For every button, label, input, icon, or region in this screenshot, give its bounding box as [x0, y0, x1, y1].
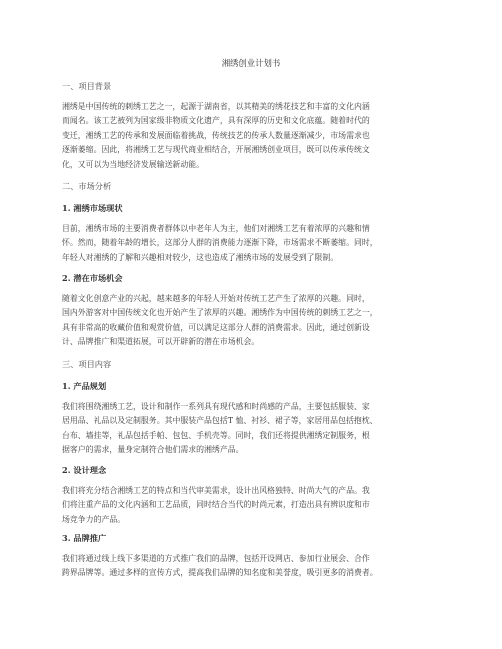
- section-heading-market: 二、市场分析: [62, 181, 112, 191]
- subheading-brand-promotion: 3. 品牌推广: [62, 533, 107, 543]
- text-line: 而闻名。该工艺被列为国家级非物质文化遗产，具有深厚的历史和文化底蕴。随着时代的: [62, 116, 370, 126]
- section-heading-background: 一、项目背景: [62, 81, 112, 91]
- text-line: 跨界品牌等。通过多样的宣传方式，提高我们品牌的知名度和美誉度，吸引更多的消费者。: [62, 568, 378, 578]
- text-line: 台布、墙挂等，礼品包括手帕、包包、手机壳等。同时，我们还将提供湘绣定制服务，根: [62, 430, 370, 440]
- text-line: 我们将围绕湘绣工艺，设计和制作一系列具有现代感和时尚感的产品，主要包括服装、家: [62, 402, 370, 411]
- paragraph-market-opportunity: [62, 292, 446, 350]
- text-line: 湘绣是中国传统的刺绣工艺之一，起源于湖南省，以其精美的绣花技艺和丰富的文化内涵: [62, 102, 370, 111]
- text-line: 们将注重产品的文化内涵和工艺品质，同时结合当代的时尚元素，打造出具有辨识度和市: [62, 500, 370, 510]
- paragraph-market-status: [62, 222, 446, 265]
- paragraph-brand-promotion: [62, 552, 446, 581]
- text-line: 具有非常高的收藏价值和观赏价值，可以满足这部分人群的消费需求。因此，通过创新设: [62, 322, 370, 332]
- subheading-market-status: 1. 湘绣市场现状: [62, 203, 123, 213]
- text-line: 随着文化创意产业的兴起，越来越多的年轻人开始对传统工艺产生了浓厚的兴趣。同时，: [62, 294, 370, 303]
- text-line: 化，又可以为当地经济发展输送新动能。: [62, 159, 205, 169]
- text-line: 怀。然而，随着年龄的增长，这部分人群的消费能力逐渐下降，市场需求不断萎缩。同时，: [62, 238, 378, 248]
- text-line: 据客户的需求，量身定制符合他们需求的湘绣产品。: [62, 445, 244, 455]
- text-line: 年轻人对湘绣的了解和兴趣相对较少，这也造成了湘绣市场的发展受到了限制。: [62, 252, 339, 262]
- subheading-design-concept: 2. 设计理念: [62, 465, 107, 475]
- text-line: 我们将充分结合湘绣工艺的特点和当代审美需求，设计出风格独特、时尚大气的产品。我: [62, 486, 370, 495]
- document-title: 湘绣创业计划书: [221, 58, 281, 68]
- paragraph-product-plan: [62, 400, 446, 458]
- text-line: 计、品牌推广和渠道拓展，可以开辟新的潜在市场机会。: [62, 337, 260, 347]
- subheading-market-opportunity: 2. 潜在市场机会: [62, 273, 123, 283]
- subheading-product-plan: 1. 产品规划: [62, 381, 107, 391]
- paragraph-design-concept: [62, 484, 446, 527]
- text-line: 国内外游客对中国传统文化也开始产生了浓厚的兴趣。湘绣作为中国传统的刺绣工艺之一，: [62, 308, 378, 318]
- text-line: 变迁，湘绣工艺的传承和发展面临着挑战，传统技艺的传承人数量逐渐减少，市场需求也: [62, 130, 370, 140]
- text-line: 逐渐萎缩。因此，将湘绣工艺与现代商业相结合，开展湘绣创业项目，既可以传承传统文: [62, 145, 370, 155]
- text-line: 目前，湘绣市场的主要消费者群体以中老年人为主，他们对湘绣工艺有着浓厚的兴趣和情: [62, 224, 370, 233]
- text-line: 场竞争力的产品。: [62, 514, 126, 524]
- text-line: 居用品、礼品以及定制服务。其中服装产品包括T 恤、衬衫、裙子等，家居用品包括抱枕、: [62, 416, 378, 426]
- text-line: 我们将通过线上线下多渠道的方式推广我们的品牌，包括开设网店、参加行业展会、合作: [62, 554, 370, 563]
- paragraph-background: [62, 100, 446, 172]
- section-heading-project: 三、项目内容: [62, 359, 112, 369]
